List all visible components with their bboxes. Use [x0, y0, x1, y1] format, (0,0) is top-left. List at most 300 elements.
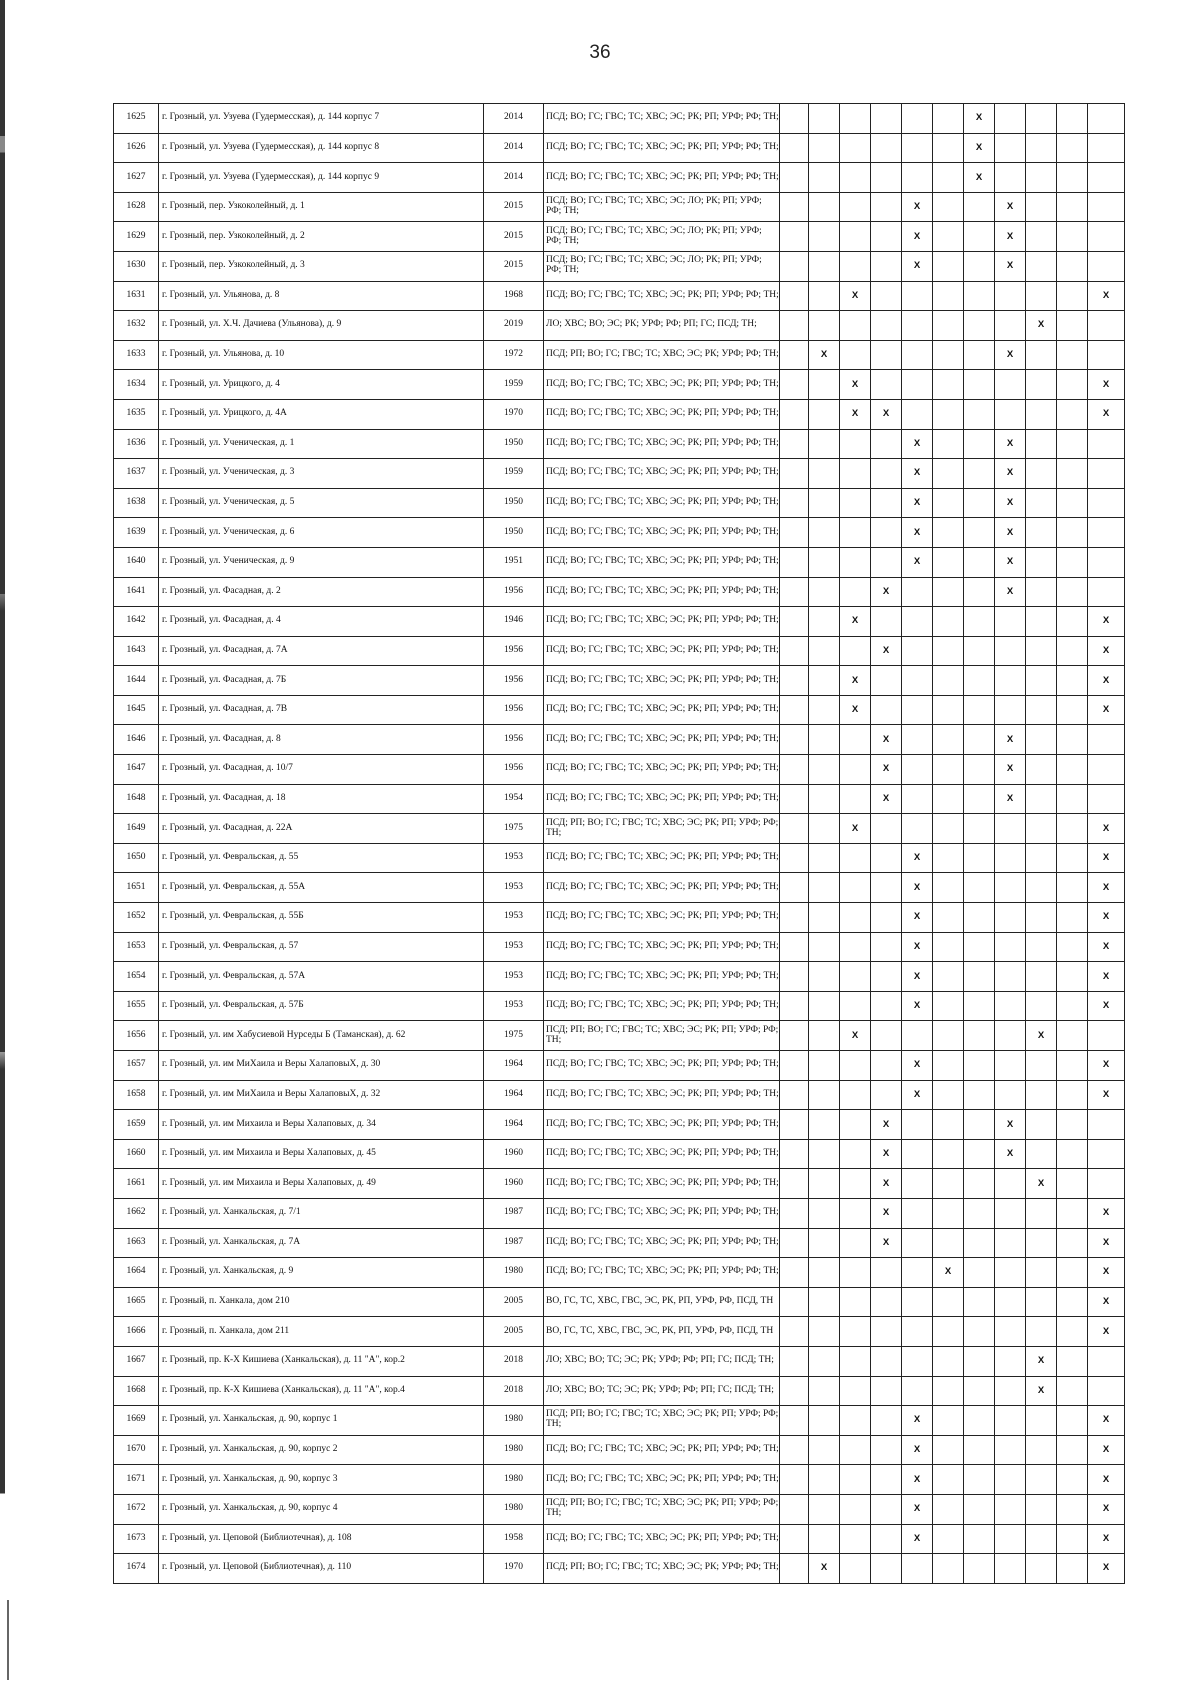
- mark-cell: [964, 251, 995, 281]
- mark-cell: [780, 488, 809, 518]
- mark-cell: [780, 1317, 809, 1347]
- mark-cell: X: [964, 163, 995, 193]
- year-cell: 1953: [484, 843, 544, 873]
- mark-cell: [1026, 1287, 1057, 1317]
- table-row: [114, 1198, 1125, 1228]
- mark-cell: [1026, 1139, 1057, 1169]
- mark-cell: [1057, 962, 1088, 992]
- mark-cell: X: [902, 459, 933, 489]
- mark-cell: [995, 962, 1026, 992]
- table-row: [114, 163, 1125, 193]
- works-list-cell: ПСД; ВО; ГС; ГВС; ТС; ХВС; ЭС; РК; РП; УРФ; РФ; ТН;: [544, 755, 780, 785]
- mark-cell: [964, 1080, 995, 1110]
- mark-cell: [840, 1524, 871, 1554]
- mark-cell: [1088, 518, 1125, 548]
- year-cell: 1980: [484, 1406, 544, 1436]
- mark-cell: X: [1088, 695, 1125, 725]
- works-list-cell: ПСД; ВО; ГС; ГВС; ТС; ХВС; ЭС; РК; РП; УРФ; РФ; ТН;: [544, 1524, 780, 1554]
- mark-cell: [1088, 784, 1125, 814]
- mark-cell: [964, 1258, 995, 1288]
- mark-cell: X: [871, 1110, 902, 1140]
- mark-cell: [1057, 903, 1088, 933]
- works-list-cell: ПСД; ВО; ГС; ГВС; ТС; ХВС; ЭС; ЛО; РК; РП; УРФ; РФ; ТН;: [544, 251, 780, 281]
- mark-cell: [1057, 843, 1088, 873]
- mark-cell: X: [840, 814, 871, 844]
- mark-cell: [871, 488, 902, 518]
- table-row: [114, 695, 1125, 725]
- mark-cell: [933, 1051, 964, 1081]
- mark-cell: X: [902, 192, 933, 222]
- mark-cell: [840, 577, 871, 607]
- mark-cell: X: [902, 1465, 933, 1495]
- row-number-cell: 1672: [114, 1494, 159, 1524]
- address-cell: г. Грозный, ул. Цеповой (Библиотечная), д. 110: [159, 1554, 484, 1584]
- mark-cell: [840, 636, 871, 666]
- mark-cell: [1026, 104, 1057, 134]
- mark-cell: [780, 784, 809, 814]
- mark-cell: X: [871, 1228, 902, 1258]
- mark-cell: [995, 1435, 1026, 1465]
- mark-cell: [1026, 843, 1057, 873]
- address-cell: г. Грозный, ул. Ханкальская, д. 90, корпус 4: [159, 1494, 484, 1524]
- mark-cell: [1057, 1258, 1088, 1288]
- row-number-cell: 1660: [114, 1139, 159, 1169]
- mark-cell: [840, 1228, 871, 1258]
- mark-cell: [840, 104, 871, 134]
- mark-cell: [1026, 1198, 1057, 1228]
- year-cell: 1956: [484, 577, 544, 607]
- year-cell: 2018: [484, 1376, 544, 1406]
- mark-cell: [933, 163, 964, 193]
- mark-cell: X: [964, 104, 995, 134]
- mark-cell: X: [809, 1554, 840, 1584]
- mark-cell: X: [995, 1110, 1026, 1140]
- row-number-cell: 1659: [114, 1110, 159, 1140]
- table-row: [114, 903, 1125, 933]
- mark-cell: [1057, 1435, 1088, 1465]
- mark-cell: X: [902, 1494, 933, 1524]
- mark-cell: X: [902, 518, 933, 548]
- mark-cell: [1057, 1376, 1088, 1406]
- mark-cell: [871, 192, 902, 222]
- works-list-cell: ПСД; ВО; ГС; ГВС; ТС; ХВС; ЭС; РК; РП; УРФ; РФ; ТН;: [544, 1465, 780, 1495]
- table-row: [114, 636, 1125, 666]
- table-row: [114, 932, 1125, 962]
- mark-cell: [995, 1494, 1026, 1524]
- mark-cell: [840, 784, 871, 814]
- mark-cell: [780, 547, 809, 577]
- mark-cell: [1057, 1228, 1088, 1258]
- mark-cell: [809, 370, 840, 400]
- mark-cell: [809, 1110, 840, 1140]
- scan-edge-artifact-lower: [7, 1600, 9, 1680]
- mark-cell: [840, 1317, 871, 1347]
- year-cell: 1975: [484, 814, 544, 844]
- mark-cell: [933, 1169, 964, 1199]
- address-cell: г. Грозный, пер. Узкоколейный, д. 1: [159, 192, 484, 222]
- row-number-cell: 1646: [114, 725, 159, 755]
- mark-cell: [840, 1198, 871, 1228]
- mark-cell: [840, 429, 871, 459]
- mark-cell: [1057, 1465, 1088, 1495]
- table-row: [114, 1287, 1125, 1317]
- mark-cell: [780, 1198, 809, 1228]
- mark-cell: [995, 1317, 1026, 1347]
- mark-cell: X: [964, 133, 995, 163]
- mark-cell: [964, 1317, 995, 1347]
- mark-cell: [809, 488, 840, 518]
- mark-cell: [1088, 1110, 1125, 1140]
- year-cell: 2005: [484, 1287, 544, 1317]
- mark-cell: [840, 518, 871, 548]
- mark-cell: [780, 991, 809, 1021]
- mark-cell: [964, 1524, 995, 1554]
- mark-cell: [1088, 1169, 1125, 1199]
- mark-cell: [1057, 488, 1088, 518]
- registry-table: [113, 103, 1125, 1584]
- mark-cell: [964, 666, 995, 696]
- mark-cell: [809, 991, 840, 1021]
- mark-cell: [809, 755, 840, 785]
- mark-cell: X: [871, 399, 902, 429]
- table-row: [114, 192, 1125, 222]
- mark-cell: X: [1026, 1346, 1057, 1376]
- works-list-cell: ПСД; РП; ВО; ГС; ГВС; ТС; ХВС; ЭС; РК; УРФ; РФ; ТН;: [544, 340, 780, 370]
- mark-cell: [780, 399, 809, 429]
- address-cell: г. Грозный, ул. Ученическая, д. 5: [159, 488, 484, 518]
- mark-cell: X: [871, 577, 902, 607]
- address-cell: г. Грозный, ул. Февральская, д. 57Б: [159, 991, 484, 1021]
- address-cell: г. Грозный, ул. Фасадная, д. 18: [159, 784, 484, 814]
- mark-cell: X: [995, 488, 1026, 518]
- mark-cell: X: [871, 725, 902, 755]
- mark-cell: [840, 1494, 871, 1524]
- mark-cell: [1026, 725, 1057, 755]
- row-number-cell: 1636: [114, 429, 159, 459]
- table-row: [114, 281, 1125, 311]
- mark-cell: [1026, 755, 1057, 785]
- mark-cell: [933, 133, 964, 163]
- mark-cell: [1057, 725, 1088, 755]
- mark-cell: [871, 695, 902, 725]
- mark-cell: [995, 1169, 1026, 1199]
- table-row: [114, 1021, 1125, 1051]
- mark-cell: [1026, 1465, 1057, 1495]
- mark-cell: [1088, 1376, 1125, 1406]
- mark-cell: [809, 903, 840, 933]
- mark-cell: [933, 399, 964, 429]
- mark-cell: [1026, 932, 1057, 962]
- mark-cell: [809, 459, 840, 489]
- mark-cell: [780, 962, 809, 992]
- table-row: [114, 340, 1125, 370]
- mark-cell: [780, 814, 809, 844]
- works-list-cell: ПСД; ВО; ГС; ГВС; ТС; ХВС; ЭС; РК; РП; УРФ; РФ; ТН;: [544, 1051, 780, 1081]
- row-number-cell: 1662: [114, 1198, 159, 1228]
- mark-cell: [780, 1021, 809, 1051]
- row-number-cell: 1657: [114, 1051, 159, 1081]
- mark-cell: [933, 784, 964, 814]
- address-cell: г. Грозный, ул. Февральская, д. 57А: [159, 962, 484, 992]
- works-list-cell: ПСД; ВО; ГС; ГВС; ТС; ХВС; ЭС; РК; РП; УРФ; РФ; ТН;: [544, 1228, 780, 1258]
- mark-cell: [902, 1258, 933, 1288]
- mark-cell: [871, 1317, 902, 1347]
- year-cell: 1987: [484, 1198, 544, 1228]
- address-cell: г. Грозный, ул. Фасадная, д. 7Б: [159, 666, 484, 696]
- mark-cell: X: [995, 577, 1026, 607]
- works-list-cell: ПСД; ВО; ГС; ГВС; ТС; ХВС; ЭС; РК; РП; УРФ; РФ; ТН;: [544, 488, 780, 518]
- table-row: [114, 518, 1125, 548]
- mark-cell: [933, 814, 964, 844]
- table-row: [114, 1554, 1125, 1584]
- mark-cell: [840, 1139, 871, 1169]
- mark-cell: X: [902, 251, 933, 281]
- mark-cell: [840, 251, 871, 281]
- mark-cell: [964, 991, 995, 1021]
- mark-cell: X: [902, 1406, 933, 1436]
- mark-cell: [995, 281, 1026, 311]
- address-cell: г. Грозный, ул. Февральская, д. 55А: [159, 873, 484, 903]
- mark-cell: [780, 192, 809, 222]
- mark-cell: X: [1088, 1554, 1125, 1584]
- mark-cell: [871, 1465, 902, 1495]
- mark-cell: [809, 222, 840, 252]
- registry-body: [114, 104, 1125, 1584]
- mark-cell: X: [840, 666, 871, 696]
- works-list-cell: ПСД; РП; ВО; ГС; ГВС; ТС; ХВС; ЭС; РК; РП; УРФ; РФ; ТН;: [544, 814, 780, 844]
- mark-cell: [840, 163, 871, 193]
- mark-cell: [964, 843, 995, 873]
- mark-cell: X: [1088, 932, 1125, 962]
- mark-cell: [1088, 340, 1125, 370]
- mark-cell: [840, 1080, 871, 1110]
- row-number-cell: 1664: [114, 1258, 159, 1288]
- table-row: [114, 991, 1125, 1021]
- row-number-cell: 1642: [114, 607, 159, 637]
- mark-cell: [995, 1287, 1026, 1317]
- mark-cell: [809, 577, 840, 607]
- mark-cell: [933, 1435, 964, 1465]
- row-number-cell: 1666: [114, 1317, 159, 1347]
- mark-cell: [964, 1169, 995, 1199]
- mark-cell: [840, 755, 871, 785]
- mark-cell: X: [902, 873, 933, 903]
- table-row: [114, 843, 1125, 873]
- mark-cell: X: [902, 222, 933, 252]
- mark-cell: [780, 370, 809, 400]
- address-cell: г. Грозный, ул. Ханкальская, д. 90, корпус 1: [159, 1406, 484, 1436]
- mark-cell: X: [933, 1258, 964, 1288]
- mark-cell: [1026, 991, 1057, 1021]
- mark-cell: [1057, 370, 1088, 400]
- mark-cell: [933, 636, 964, 666]
- mark-cell: [964, 636, 995, 666]
- mark-cell: X: [840, 1021, 871, 1051]
- works-list-cell: ПСД; ВО; ГС; ГВС; ТС; ХВС; ЭС; РК; РП; УРФ; РФ; ТН;: [544, 577, 780, 607]
- mark-cell: [780, 1080, 809, 1110]
- table-row: [114, 1110, 1125, 1140]
- mark-cell: [871, 281, 902, 311]
- mark-cell: X: [995, 340, 1026, 370]
- mark-cell: [902, 1376, 933, 1406]
- mark-cell: [1026, 1228, 1057, 1258]
- mark-cell: [964, 429, 995, 459]
- address-cell: г. Грозный, п. Ханкала, дом 210: [159, 1287, 484, 1317]
- mark-cell: [995, 666, 1026, 696]
- works-list-cell: ЛО; ХВС; ВО; ТС; ЭС; РК; УРФ; РФ; РП; ГС; ПСД; ТН;: [544, 1376, 780, 1406]
- mark-cell: [964, 281, 995, 311]
- address-cell: г. Грозный, ул. Фасадная, д. 7В: [159, 695, 484, 725]
- works-list-cell: ПСД; ВО; ГС; ГВС; ТС; ХВС; ЭС; РК; РП; УРФ; РФ; ТН;: [544, 1435, 780, 1465]
- row-number-cell: 1667: [114, 1346, 159, 1376]
- year-cell: 2019: [484, 311, 544, 341]
- address-cell: г. Грозный, ул. Февральская, д. 55Б: [159, 903, 484, 933]
- row-number-cell: 1654: [114, 962, 159, 992]
- mark-cell: [933, 518, 964, 548]
- works-list-cell: ЛО; ХВС; ВО; ТС; ЭС; РК; УРФ; РФ; РП; ГС; ПСД; ТН;: [544, 1346, 780, 1376]
- mark-cell: [1057, 607, 1088, 637]
- mark-cell: X: [902, 1524, 933, 1554]
- mark-cell: [871, 163, 902, 193]
- year-cell: 1972: [484, 340, 544, 370]
- mark-cell: [1026, 1435, 1057, 1465]
- year-cell: 1953: [484, 991, 544, 1021]
- mark-cell: X: [1088, 370, 1125, 400]
- mark-cell: [780, 666, 809, 696]
- mark-cell: X: [902, 429, 933, 459]
- mark-cell: [1026, 607, 1057, 637]
- mark-cell: [1026, 1494, 1057, 1524]
- mark-cell: [1057, 636, 1088, 666]
- mark-cell: [1026, 222, 1057, 252]
- mark-cell: [902, 607, 933, 637]
- table-row: [114, 577, 1125, 607]
- mark-cell: X: [1088, 903, 1125, 933]
- mark-cell: [964, 1139, 995, 1169]
- mark-cell: [1088, 163, 1125, 193]
- mark-cell: [809, 281, 840, 311]
- mark-cell: [871, 991, 902, 1021]
- mark-cell: [780, 577, 809, 607]
- mark-cell: [809, 1169, 840, 1199]
- mark-cell: [1026, 281, 1057, 311]
- mark-cell: [1057, 133, 1088, 163]
- mark-cell: X: [1088, 1051, 1125, 1081]
- mark-cell: [964, 311, 995, 341]
- mark-cell: [780, 133, 809, 163]
- year-cell: 1956: [484, 695, 544, 725]
- works-list-cell: ПСД; ВО; ГС; ГВС; ТС; ХВС; ЭС; РК; РП; УРФ; РФ; ТН;: [544, 370, 780, 400]
- address-cell: г. Грозный, ул. Цеповой (Библиотечная), д. 108: [159, 1524, 484, 1554]
- mark-cell: [809, 251, 840, 281]
- mark-cell: [840, 903, 871, 933]
- table-row: [114, 459, 1125, 489]
- year-cell: 1964: [484, 1080, 544, 1110]
- mark-cell: [840, 340, 871, 370]
- works-list-cell: ПСД; ВО; ГС; ГВС; ТС; ХВС; ЭС; РК; РП; УРФ; РФ; ТН;: [544, 1080, 780, 1110]
- table-row: [114, 1406, 1125, 1436]
- mark-cell: [1026, 636, 1057, 666]
- mark-cell: [1057, 459, 1088, 489]
- mark-cell: [1026, 1258, 1057, 1288]
- mark-cell: X: [1088, 281, 1125, 311]
- mark-cell: [780, 1139, 809, 1169]
- mark-cell: [1026, 251, 1057, 281]
- table-row: [114, 399, 1125, 429]
- table-row: [114, 1169, 1125, 1199]
- mark-cell: [933, 903, 964, 933]
- table-row: [114, 1139, 1125, 1169]
- mark-cell: [902, 814, 933, 844]
- mark-cell: [871, 1494, 902, 1524]
- mark-cell: [780, 1524, 809, 1554]
- mark-cell: [933, 577, 964, 607]
- mark-cell: [1057, 666, 1088, 696]
- mark-cell: [809, 429, 840, 459]
- mark-cell: [871, 1051, 902, 1081]
- mark-cell: [964, 932, 995, 962]
- mark-cell: X: [1088, 607, 1125, 637]
- mark-cell: [933, 429, 964, 459]
- mark-cell: [840, 843, 871, 873]
- table-row: [114, 784, 1125, 814]
- year-cell: 1950: [484, 518, 544, 548]
- mark-cell: [809, 784, 840, 814]
- mark-cell: [780, 518, 809, 548]
- mark-cell: [995, 370, 1026, 400]
- mark-cell: [809, 1021, 840, 1051]
- mark-cell: [1088, 1021, 1125, 1051]
- mark-cell: [780, 1346, 809, 1376]
- mark-cell: [1057, 429, 1088, 459]
- table-row: [114, 1494, 1125, 1524]
- mark-cell: [964, 607, 995, 637]
- mark-cell: X: [1088, 399, 1125, 429]
- mark-cell: [902, 1139, 933, 1169]
- mark-cell: [995, 104, 1026, 134]
- mark-cell: [933, 222, 964, 252]
- mark-cell: X: [995, 192, 1026, 222]
- mark-cell: [933, 1021, 964, 1051]
- mark-cell: [995, 1554, 1026, 1584]
- mark-cell: [1088, 251, 1125, 281]
- mark-cell: [1026, 1110, 1057, 1140]
- address-cell: г. Грозный, пер. Узкоколейный, д. 2: [159, 222, 484, 252]
- mark-cell: [871, 311, 902, 341]
- mark-cell: [809, 399, 840, 429]
- mark-cell: [871, 666, 902, 696]
- mark-cell: [902, 695, 933, 725]
- mark-cell: [809, 104, 840, 134]
- year-cell: 1946: [484, 607, 544, 637]
- mark-cell: [995, 311, 1026, 341]
- address-cell: г. Грозный, ул. Ученическая, д. 3: [159, 459, 484, 489]
- mark-cell: [871, 932, 902, 962]
- mark-cell: [840, 1406, 871, 1436]
- row-number-cell: 1656: [114, 1021, 159, 1051]
- year-cell: 1987: [484, 1228, 544, 1258]
- mark-cell: [933, 695, 964, 725]
- year-cell: 2015: [484, 251, 544, 281]
- mark-cell: [964, 962, 995, 992]
- table-row: [114, 133, 1125, 163]
- mark-cell: X: [1088, 1465, 1125, 1495]
- mark-cell: [1088, 429, 1125, 459]
- mark-cell: X: [1026, 1169, 1057, 1199]
- mark-cell: [995, 873, 1026, 903]
- mark-cell: X: [902, 1051, 933, 1081]
- mark-cell: [840, 1376, 871, 1406]
